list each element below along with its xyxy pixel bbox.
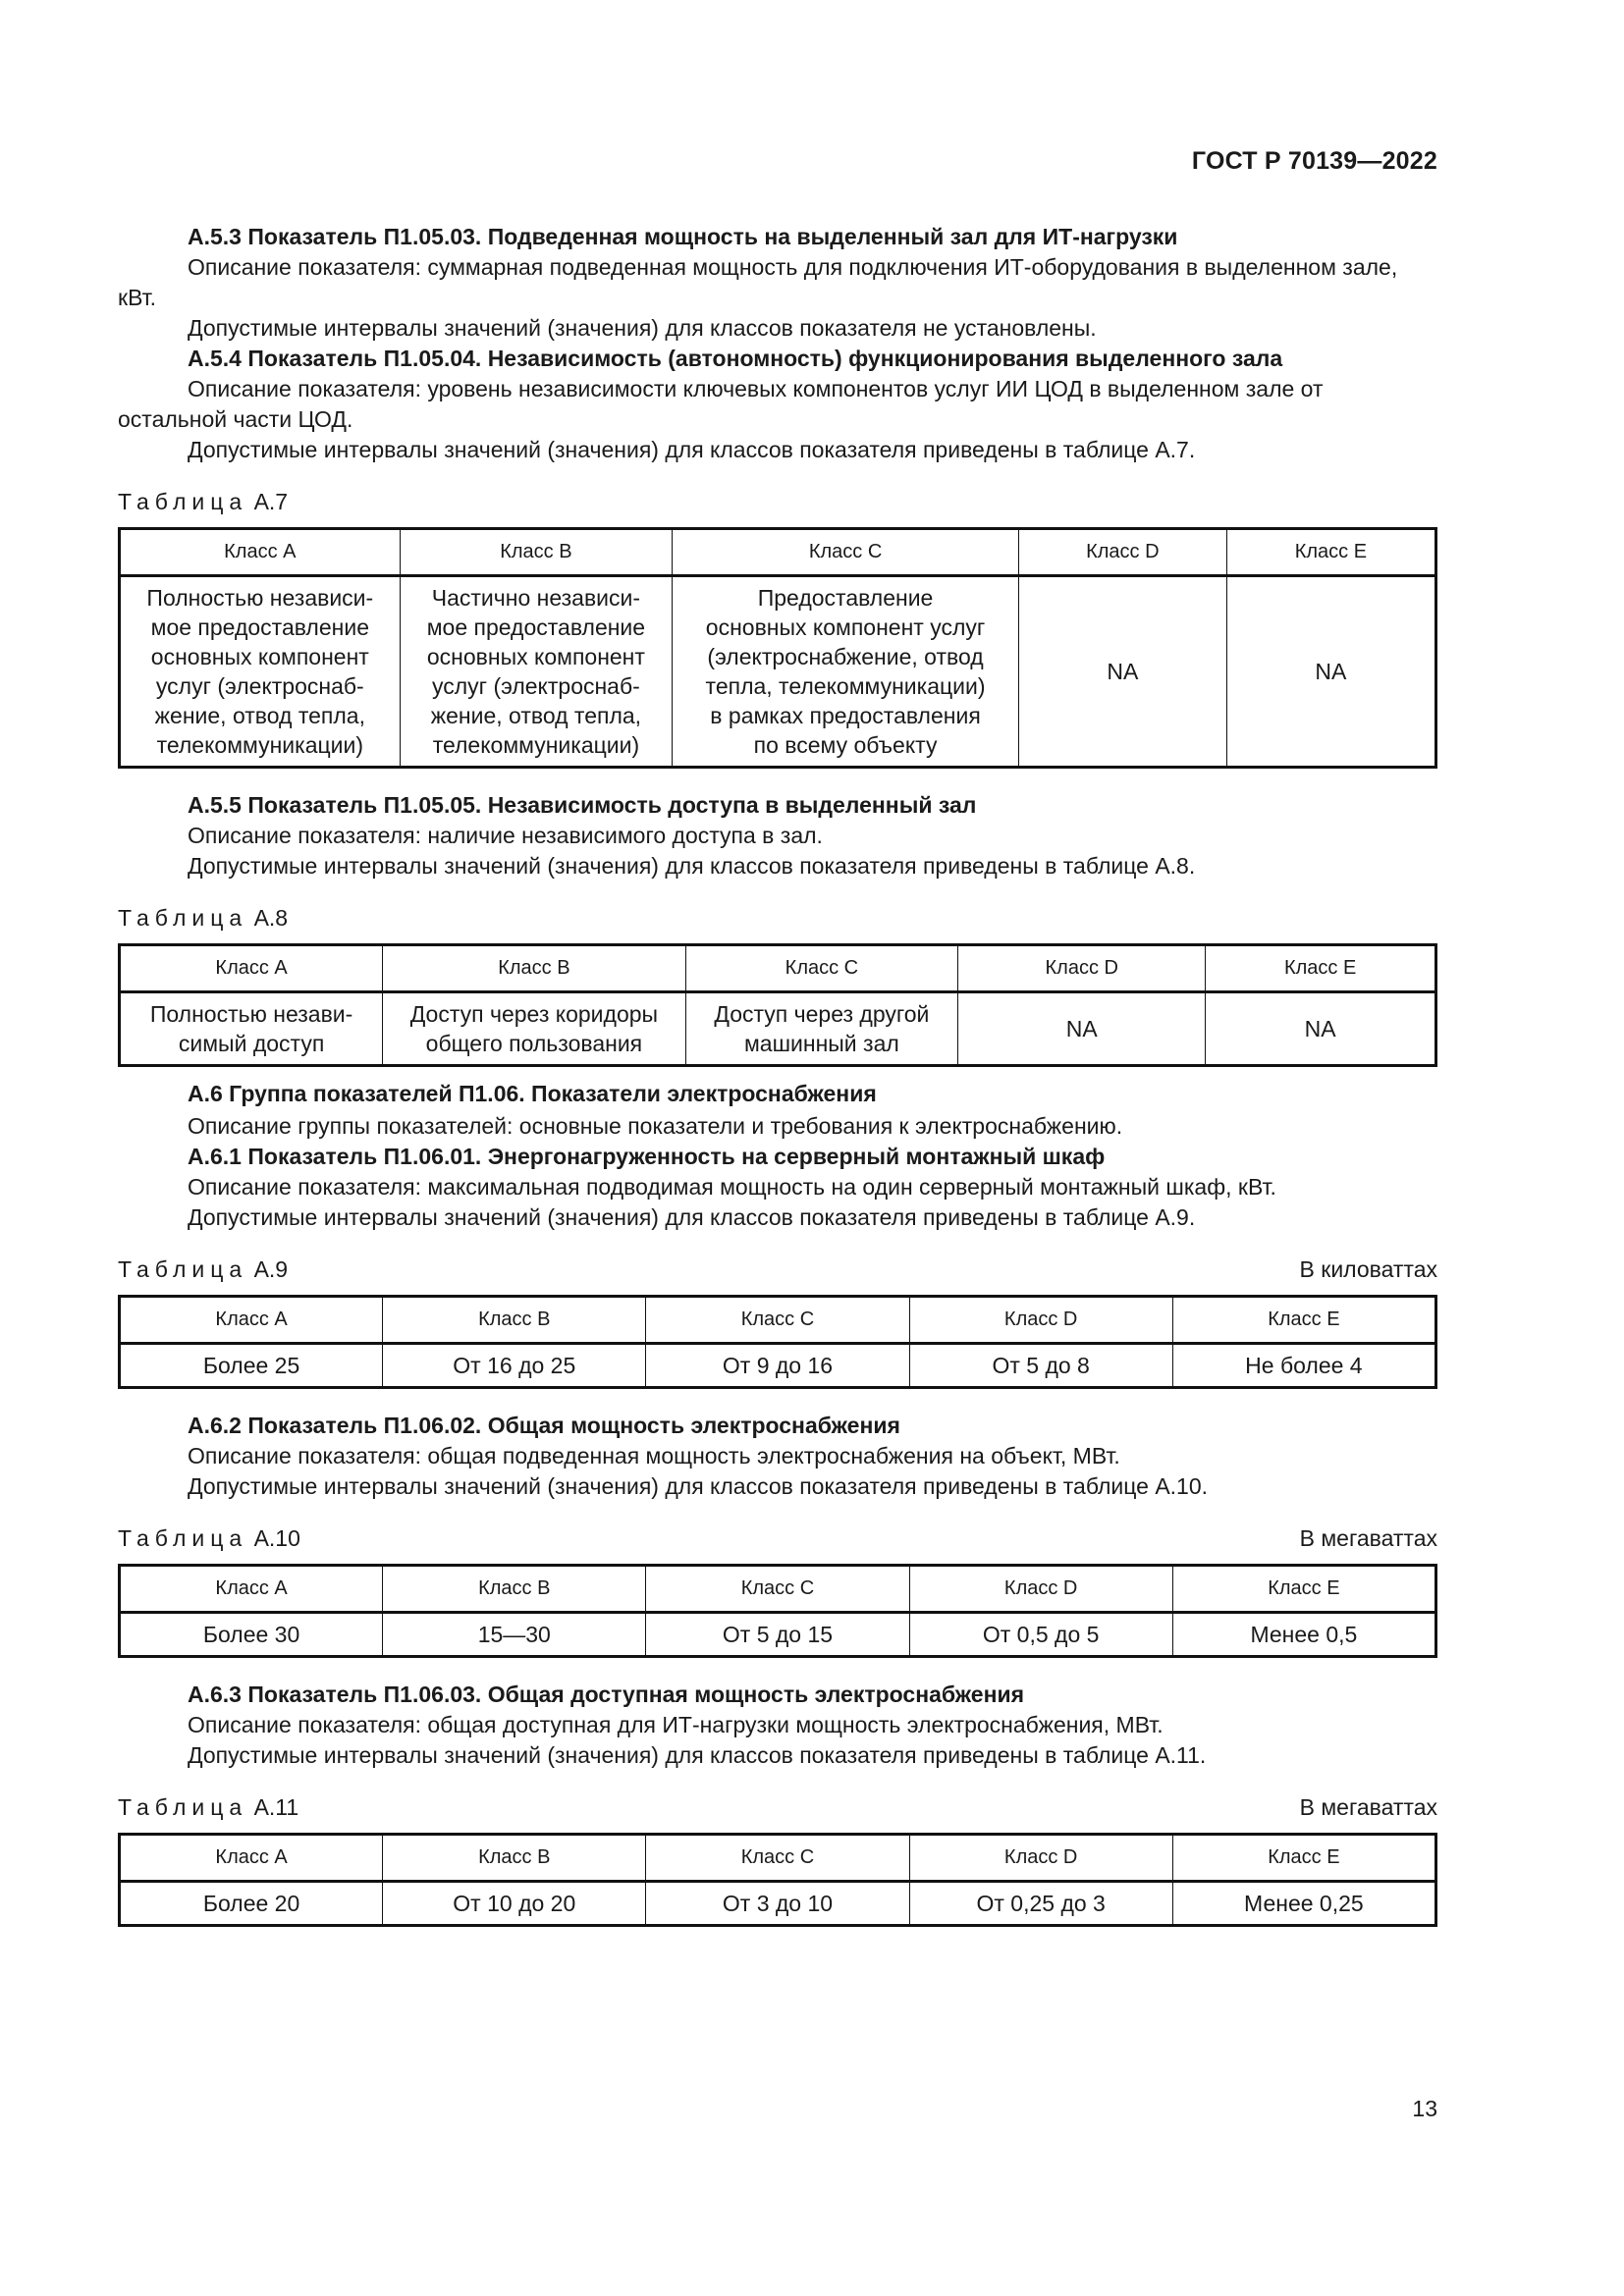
column-header-class-a: Класс А [120,529,401,576]
cell-class-b: От 16 до 25 [383,1344,646,1388]
column-header-class-d: Класс D [1018,529,1226,576]
cell-class-a: Более 25 [120,1344,383,1388]
cell-class-d: NA [958,992,1206,1066]
cell-class-d: От 0,5 до 5 [909,1613,1172,1657]
cell-class-a: Более 30 [120,1613,383,1657]
cell-class-e: NA [1206,992,1436,1066]
cell-class-d: NA [1018,576,1226,768]
cell-class-a: Полностью независи- мое предоставление основных компонент услуг (электроснаб- жение, отвод тепла, телекоммуникации) [120,576,401,768]
section-heading-a55: А.5.5 Показатель П1.05.05. Независимость доступа в выделенный зал [188,792,977,818]
table-unit-label: В киловаттах [1299,1256,1437,1282]
section-heading-a54: А.5.4 Показатель П1.05.04. Независимость (автономность) функционирования выделенного зала [188,346,1283,371]
table-header-row [120,945,1436,992]
column-header-class-a: Класс А [120,1835,383,1882]
section-intervals-a53: Допустимые интервалы значений (значения) для классов показателя не установлены. [188,315,1097,341]
cell-class-e: Не более 4 [1172,1344,1435,1388]
table-a7 [118,527,1437,769]
section-description-a53: Описание показателя: суммарная подведенная мощность для подключения ИТ-оборудования в выделенном зале, кВт. [118,254,1398,310]
section-heading-a63: А.6.3 Показатель П1.06.03. Общая доступная мощность электроснабжения [188,1682,1025,1707]
table-caption-a8 [118,903,1437,934]
section-heading-a61: А.6.1 Показатель П1.06.01. Энергонагруженность на серверный монтажный шкаф [188,1144,1106,1169]
column-header-class-a: Класс А [120,1297,383,1344]
cell-class-b: 15—30 [383,1613,646,1657]
section-description-a55: Описание показателя: наличие независимого доступа в зал. [188,823,823,848]
column-header-class-c: Класс С [646,1297,909,1344]
column-header-class-b: Класс В [383,945,685,992]
document-standard-number: ГОСТ Р 70139—2022 [1191,147,1437,175]
table-caption-label: Таблица А.11 [118,1794,299,1820]
cell-class-b: Частично независи- мое предоставление основных компонент услуг (электроснаб- жение, отвод тепла, телекоммуникации) [400,576,673,768]
table-row [120,992,1436,1066]
section-intervals-a61: Допустимые интервалы значений (значения) для классов показателя приведены в таблице А.9. [188,1204,1196,1230]
table-caption-label: Таблица А.10 [118,1525,300,1551]
column-header-class-d: Класс D [909,1835,1172,1882]
table-unit-label: В мегаваттах [1299,1525,1437,1551]
section-intervals-a54: Допустимые интервалы значений (значения) для классов показателя приведены в таблице А.7. [188,437,1196,462]
section-heading-a53: А.5.3 Показатель П1.05.03. Подведенная мощность на выделенный зал для ИТ-нагрузки [188,224,1178,249]
table-caption-a7 [118,487,1437,517]
cell-class-b: От 10 до 20 [383,1882,646,1926]
table-caption-label: Таблица А.9 [118,1256,289,1282]
cell-class-c: Доступ через другой машинный зал [685,992,958,1066]
section-description-a62: Описание показателя: общая подведенная мощность электроснабжения на объект, МВт. [188,1443,1120,1468]
table-row [120,1882,1436,1926]
section-heading-a62: А.6.2 Показатель П1.06.02. Общая мощность электроснабжения [188,1413,900,1438]
section-description-a63: Описание показателя: общая доступная для ИТ-нагрузки мощность электроснабжения, МВт. [188,1712,1164,1737]
section-description-a61: Описание показателя: максимальная подводимая мощность на один серверный монтажный шкаф, кВт. [188,1174,1276,1200]
table-caption-a11 [118,1792,1437,1823]
section-intervals-a62: Допустимые интервалы значений (значения) для классов показателя приведены в таблице А.10. [188,1473,1209,1499]
cell-class-d: От 5 до 8 [909,1344,1172,1388]
table-a11 [118,1833,1437,1927]
column-header-class-e: Класс Е [1226,529,1435,576]
column-header-class-d: Класс D [909,1297,1172,1344]
table-header-row [120,1566,1436,1613]
table-caption-label: Таблица А.7 [118,489,289,514]
column-header-class-e: Класс Е [1206,945,1436,992]
cell-class-c: От 9 до 16 [646,1344,909,1388]
column-header-class-c: Класс С [646,1835,909,1882]
column-header-class-b: Класс В [383,1835,646,1882]
column-header-class-e: Класс Е [1172,1566,1435,1613]
cell-class-d: От 0,25 до 3 [909,1882,1172,1926]
cell-class-a: Более 20 [120,1882,383,1926]
table-a9 [118,1295,1437,1389]
table-caption-a9 [118,1255,1437,1285]
column-header-class-e: Класс Е [1172,1297,1435,1344]
cell-class-c: От 3 до 10 [646,1882,909,1926]
section-intervals-a55: Допустимые интервалы значений (значения) для классов показателя приведены в таблице А.8. [188,853,1196,879]
table-header-row [120,1297,1436,1344]
column-header-class-a: Класс А [120,945,383,992]
column-header-class-b: Класс В [383,1566,646,1613]
table-unit-label: В мегаваттах [1299,1794,1437,1820]
table-header-row [120,1835,1436,1882]
table-caption-a10 [118,1523,1437,1554]
table-caption-label: Таблица А.8 [118,905,289,931]
section-heading-a6: А.6 Группа показателей П1.06. Показатели электроснабжения [188,1081,877,1106]
table-header-row [120,529,1436,576]
table-a10 [118,1564,1437,1658]
column-header-class-c: Класс С [646,1566,909,1613]
cell-class-c: Предоставление основных компонент услуг (электроснабжение, отвод тепла, телекоммуникации) в рамках предоставления по всему объекту [673,576,1019,768]
table-row [120,576,1436,768]
page-number: 13 [1412,2096,1437,2121]
page-content [118,222,1437,1927]
column-header-class-c: Класс С [685,945,958,992]
table-a8 [118,943,1437,1067]
table-row [120,1344,1436,1388]
column-header-class-c: Класс С [673,529,1019,576]
cell-class-e: Менее 0,5 [1172,1613,1435,1657]
cell-class-e: Менее 0,25 [1172,1882,1435,1926]
column-header-class-d: Класс D [958,945,1206,992]
section-intervals-a63: Допустимые интервалы значений (значения) для классов показателя приведены в таблице А.11. [188,1742,1207,1768]
cell-class-a: Полностью незави- симый доступ [120,992,383,1066]
cell-class-c: От 5 до 15 [646,1613,909,1657]
column-header-class-d: Класс D [909,1566,1172,1613]
column-header-class-b: Класс В [383,1297,646,1344]
column-header-class-e: Класс Е [1172,1835,1435,1882]
cell-class-e: NA [1226,576,1435,768]
section-description-a6: Описание группы показателей: основные показатели и требования к электроснабжению. [188,1113,1123,1139]
table-row [120,1613,1436,1657]
column-header-class-b: Класс В [400,529,673,576]
column-header-class-a: Класс А [120,1566,383,1613]
cell-class-b: Доступ через коридоры общего пользования [383,992,685,1066]
section-description-a54: Описание показателя: уровень независимости ключевых компонентов услуг ИИ ЦОД в выделенном зале от остальной части ЦОД. [118,376,1324,432]
